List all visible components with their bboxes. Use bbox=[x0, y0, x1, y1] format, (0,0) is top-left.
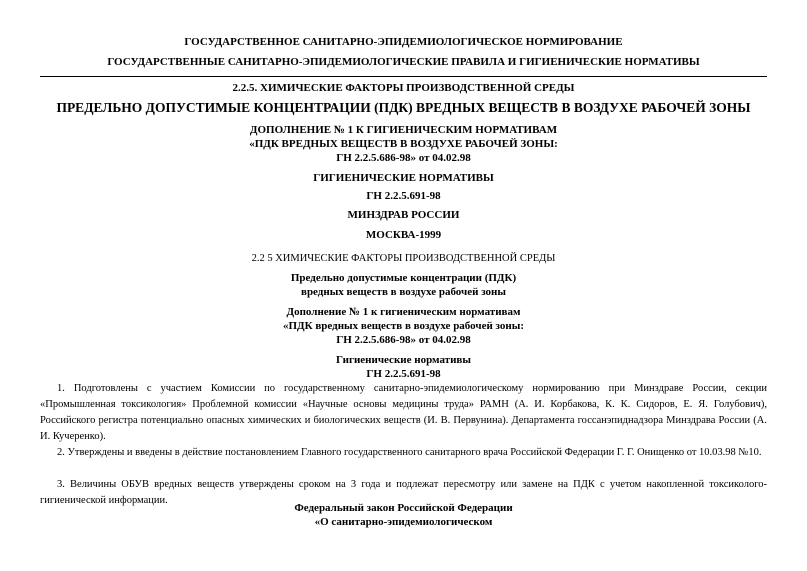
section-heading: 2.2.5. ХИМИЧЕСКИЕ ФАКТОРЫ ПРОИЗВОДСТВЕННОЙ СРЕДЫ bbox=[232, 82, 575, 94]
addendum-line-1: ДОПОЛНЕНИЕ № 1 К ГИГИЕНИЧЕСКИМ НОРМАТИВАМ bbox=[249, 124, 558, 136]
body-addendum-line-1: Дополнение № 1 к гигиеническим нормативам bbox=[286, 306, 521, 318]
paragraph-3: 3. Величины ОБУВ вредных веществ утверждены сроком на 3 года и подлежат пересмотру или замене на ПДК с учетом накопленной токсиколого-гигиенической информации. bbox=[40, 479, 767, 506]
footer-title-line-2: «О санитарно-эпидемиологическом bbox=[314, 516, 493, 528]
norms-code: ГН 2.2.5.691-98 bbox=[366, 190, 441, 202]
header-line-2: ГОСУДАРСТВЕННЫЕ САНИТАРНО-ЭПИДЕМИОЛОГИЧЕСКИЕ ПРАВИЛА И ГИГИЕНИЧЕСКИЕ НОРМАТИВЫ bbox=[107, 56, 700, 68]
body-addendum-line-2: «ПДК вредных веществ в воздухе рабочей зоны: bbox=[283, 320, 524, 332]
header-line-1: ГОСУДАРСТВЕННОЕ САНИТАРНО-ЭПИДЕМИОЛОГИЧЕСКОЕ НОРМИРОВАНИЕ bbox=[184, 36, 623, 48]
footer-title-line-1: Федеральный закон Российской Федерации bbox=[294, 502, 513, 514]
body-addendum-line-3: ГН 2.2.5.686-98» от 04.02.98 bbox=[336, 334, 471, 346]
addendum-line-2: «ПДК ВРЕДНЫХ ВЕЩЕСТВ В ВОЗДУХЕ РАБОЧЕЙ ЗОНЫ: bbox=[249, 138, 558, 150]
body-norms-heading: Гигиенические нормативы bbox=[336, 354, 471, 366]
norms-heading: ГИГИЕНИЧЕСКИЕ НОРМАТИВЫ bbox=[313, 172, 494, 184]
body-norms-code: ГН 2.2.5.691-98 bbox=[366, 368, 441, 380]
body-title-line-2: вредных веществ в воздухе рабочей зоны bbox=[301, 286, 506, 298]
ministry: МИНЗДРАВ РОССИИ bbox=[347, 209, 460, 221]
city-year: МОСКВА-1999 bbox=[365, 229, 442, 241]
paragraph-2: 2. Утверждены и введены в действие постановлением Главного государственного санитарного врача Российской Федерации Г. Г. Онищенко от 10.03.98 №10. bbox=[57, 447, 762, 458]
header-divider bbox=[40, 76, 767, 77]
addendum-line-3: ГН 2.2.5.686-98» от 04.02.98 bbox=[336, 152, 471, 164]
body-section-heading: 2.2 5 ХИМИЧЕСКИЕ ФАКТОРЫ ПРОИЗВОДСТВЕННОЙ СРЕДЫ bbox=[251, 253, 556, 264]
main-title: ПРЕДЕЛЬНО ДОПУСТИМЫЕ КОНЦЕНТРАЦИИ (ПДК) ВРЕДНЫХ ВЕЩЕСТВ В ВОЗДУХЕ РАБОЧЕЙ ЗОНЫ bbox=[56, 100, 751, 115]
paragraph-1: 1. Подготовлены с участием Комиссии по государственному санитарно-эпидемиологическому нормированию при Минздраве России, секции «Промышленная токсикология» Проблемной комиссии «Научные основы медицины труда» РАМН (А. И. Корбакова, К. К. Сидоров, Е. Я. Голубович), Российского регистра потенциально опасных химических и биологических веществ (И. В. Первунина). Департамента госсанэпиднадзора Минздрава России (А. И. Кучеренко). bbox=[40, 383, 767, 442]
body-title-line-1: Предельно допустимые концентрации (ПДК) bbox=[290, 272, 517, 284]
